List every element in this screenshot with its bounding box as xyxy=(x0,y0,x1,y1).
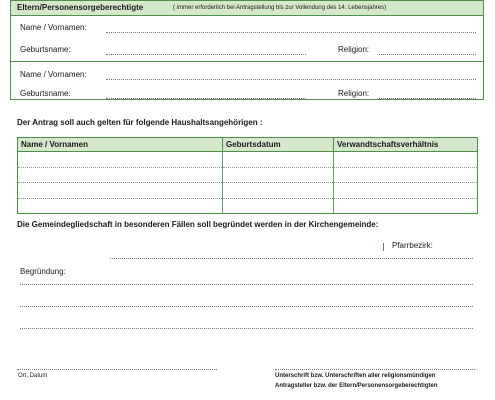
household-table-header xyxy=(18,138,478,152)
column-header-name: Name / Vornamen xyxy=(18,138,223,152)
reason-label: Begründung: xyxy=(20,267,66,276)
column-header-relationship: Verwandtschaftsverhältnis xyxy=(334,138,478,152)
table-row xyxy=(18,167,478,183)
religion-field-1[interactable] xyxy=(379,54,476,55)
reason-line-2[interactable] xyxy=(20,306,473,307)
birthname-field-2[interactable] xyxy=(106,98,306,99)
guardians-title: Eltern/Personensorgeberechtigte xyxy=(17,3,144,12)
name-label-2: Name / Vornamen: xyxy=(20,70,87,79)
guardians-note: ( immer erforderlich bei Antragstellung bis zur Vollendung des 14. Lebensjahres) xyxy=(173,5,387,11)
signature-label-2: Antragsteller bzw. der Eltern/Personensorgeberechtigten xyxy=(275,383,438,389)
guardians-header xyxy=(11,1,483,16)
table-cell-birthdate[interactable] xyxy=(223,198,334,214)
religion-label-2: Religion: xyxy=(338,89,370,98)
district-label: Pfarrbezirk: xyxy=(392,241,433,250)
table-cell-birthdate[interactable] xyxy=(223,167,334,183)
parish-intro: Die Gemeindegliedschaft in besonderen Fällen soll begründet werden in der Kirchengemeinde: xyxy=(17,220,379,229)
reason-line-3[interactable] xyxy=(20,328,473,329)
place-date-label: Ort, Datum xyxy=(18,373,48,379)
birthname-label-2: Geburtsname: xyxy=(20,89,71,98)
table-cell-relationship[interactable] xyxy=(334,183,478,199)
table-row xyxy=(18,152,478,168)
religion-label-1: Religion: xyxy=(338,45,370,54)
table-cell-relationship[interactable] xyxy=(334,198,478,214)
parish-field[interactable] xyxy=(110,258,473,259)
check-mark-icon xyxy=(383,243,387,251)
guardians-section xyxy=(10,0,484,100)
table-cell-relationship[interactable] xyxy=(334,152,478,168)
signature-field[interactable] xyxy=(275,369,475,370)
place-date-field[interactable] xyxy=(17,369,217,370)
household-intro: Der Antrag soll auch gelten für folgende Haushaltsangehörigen : xyxy=(17,118,263,127)
table-row xyxy=(18,198,478,214)
table-cell-name[interactable] xyxy=(18,183,223,199)
table-cell-birthdate[interactable] xyxy=(223,152,334,168)
birthname-field-1[interactable] xyxy=(106,54,306,55)
table-cell-name[interactable] xyxy=(18,152,223,168)
household-table xyxy=(17,137,478,214)
table-cell-name[interactable] xyxy=(18,198,223,214)
table-row xyxy=(18,183,478,199)
birthname-label-1: Geburtsname: xyxy=(20,45,71,54)
column-header-birthdate: Geburtsdatum xyxy=(223,138,334,152)
guardians-divider xyxy=(11,61,483,62)
name-label-1: Name / Vornamen: xyxy=(20,23,87,32)
name-field-2[interactable] xyxy=(106,79,476,80)
table-cell-name[interactable] xyxy=(18,167,223,183)
signature-label-1: Unterschrift bzw. Unterschriften aller religionsmündigen xyxy=(275,373,436,379)
reason-line-1[interactable] xyxy=(20,284,473,285)
religion-field-2[interactable] xyxy=(379,98,476,99)
table-cell-relationship[interactable] xyxy=(334,167,478,183)
name-field-1[interactable] xyxy=(106,32,476,33)
table-cell-birthdate[interactable] xyxy=(223,183,334,199)
